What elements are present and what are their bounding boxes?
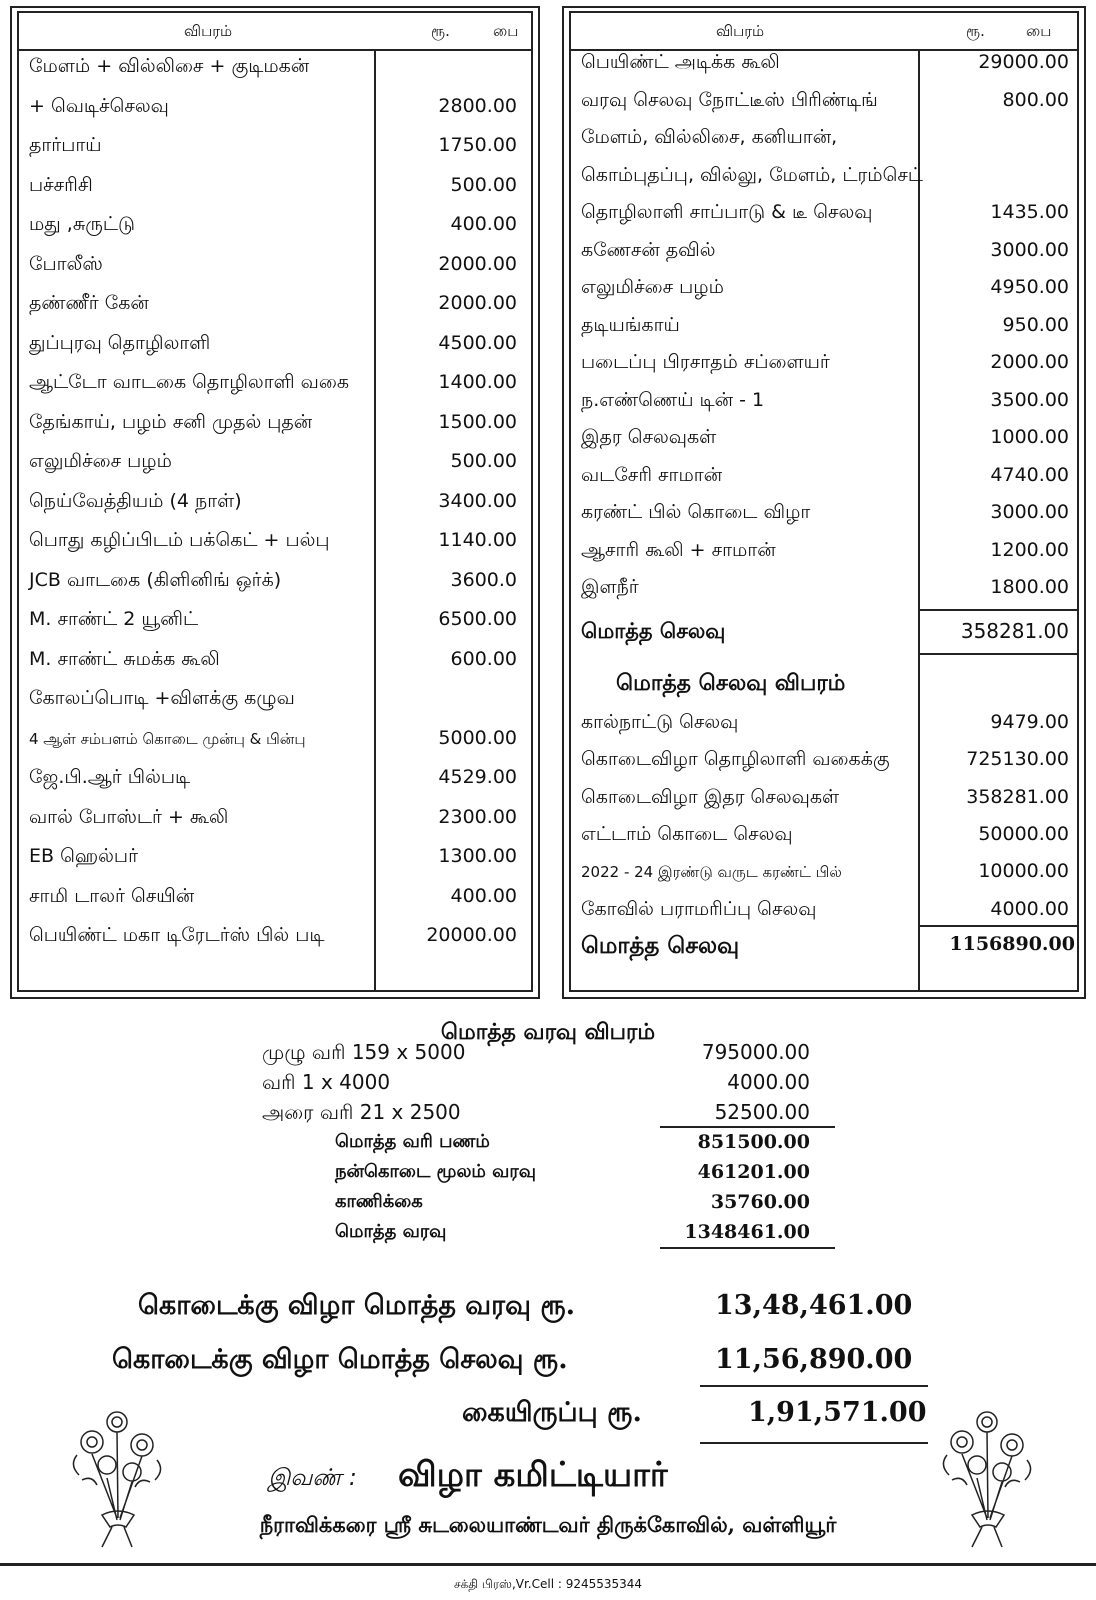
- row-amount: 3500.00: [990, 388, 1069, 411]
- row-label: எலுமிச்சை பழம்: [29, 450, 172, 472]
- income-total-amount: 851500.00: [697, 1131, 810, 1153]
- row-amount: 4500.00: [438, 331, 517, 354]
- row-amount: 400.00: [450, 884, 517, 907]
- row-label: M. சாண்ட் 2 யூனிட்: [29, 608, 199, 630]
- income-item-amount: 4000.00: [727, 1070, 810, 1094]
- press-credit: சக்தி பிரஸ்,Vr.Cell : 9245535344: [453, 1577, 643, 1591]
- row-label: எலுமிச்சை பழம்: [581, 276, 724, 298]
- row-amount: 3000.00: [990, 501, 1069, 523]
- row-label: கொடைவிழா தொழிலாளி வகைக்கு: [581, 748, 890, 771]
- row-label: 2022 - 24 இரண்டு வருட கரண்ட் பில்: [581, 863, 842, 882]
- row-label: கணேசன் தவில்: [581, 238, 716, 261]
- row-label: தொழிலாளி சாப்பாடு & டீ செலவு: [581, 201, 873, 223]
- row-amount: 1140.00: [438, 529, 517, 551]
- row-amount: 1500.00: [438, 410, 517, 433]
- header-rupees: ரூ.: [966, 22, 985, 40]
- row-label: கரண்ட் பில் கொடை விழா: [581, 501, 811, 523]
- income-title: மொத்த வரவு விபரம்: [440, 1020, 656, 1045]
- row-label: கொடைவிழா இதர செலவுகள்: [581, 785, 840, 808]
- header-paise: பை: [1026, 22, 1052, 40]
- row-label: பொது கழிப்பிடம் பக்கெட் + பல்பு: [29, 529, 330, 551]
- income-item-amount: 52500.00: [714, 1100, 810, 1124]
- subtotal-label: மொத்த செலவு: [581, 619, 726, 643]
- row-amount: 2300.00: [438, 805, 517, 828]
- balance-label: கையிருப்பு ரூ.: [462, 1397, 642, 1428]
- row-amount: 1400.00: [438, 371, 517, 393]
- income-line-2: [660, 1247, 835, 1249]
- row-label: கொம்புதப்பு, வில்லு, மேளம், ட்ரம்செட்: [581, 163, 924, 186]
- row-amount: 2000.00: [990, 351, 1069, 373]
- row-amount: 2000.00: [438, 252, 517, 275]
- balance-amount: 1,91,571.00: [748, 1397, 927, 1428]
- row-label: கோலப்பொடி +விளக்கு கழுவ: [29, 687, 295, 709]
- row-label: தடியங்காய்: [581, 313, 680, 336]
- signature-prefix: இவண் :: [268, 1465, 357, 1491]
- row-amount: 4000.00: [990, 897, 1069, 920]
- row-label: வரவு செலவு நோட்டீஸ் பிரிண்டிங்: [581, 88, 878, 111]
- row-label: பெயிண்ட் மகா டிரேடர்ஸ் பில் படி: [29, 924, 325, 946]
- row-amount: 800.00: [1002, 88, 1069, 111]
- row-amount: 3400.00: [438, 489, 517, 512]
- subtotal-amount: 358281.00: [960, 619, 1069, 643]
- row-amount: 2000.00: [438, 292, 517, 314]
- income-item-amount: 795000.00: [701, 1040, 810, 1064]
- grand-total-label: மொத்த செலவு: [581, 933, 740, 959]
- row-label: சாமி டாலர் செயின்: [29, 884, 195, 907]
- row-amount: 9479.00: [990, 711, 1069, 733]
- row-label: ஆசாரி கூலி + சாமான்: [581, 538, 776, 561]
- row-amount: 50000.00: [978, 822, 1069, 845]
- row-label: எட்டாம் கொடை செலவு: [581, 822, 793, 845]
- income-line-1: [660, 1126, 835, 1128]
- row-amount: 400.00: [450, 213, 517, 235]
- row-amount: 1750.00: [438, 134, 517, 156]
- row-amount: 4950.00: [990, 276, 1069, 298]
- final-expense-amount: 11,56,890.00: [715, 1344, 913, 1375]
- income-total-label: நன்கொடை மூலம் வரவு: [335, 1161, 536, 1182]
- income-total-label: காணிக்கை: [335, 1191, 423, 1212]
- row-amount: 950.00: [1002, 313, 1069, 336]
- row-label: தண்ணீர் கேன்: [29, 292, 149, 314]
- row-label: துப்புரவு தொழிலாளி: [29, 331, 211, 354]
- row-label: ஆட்டோ வாடகை தொழிலாளி வகை: [29, 371, 349, 393]
- row-amount: 4529.00: [438, 766, 517, 788]
- temple-name: நீராவிக்கரை ஸ்ரீ சுடலையாண்டவர் திருக்கோவில், வள்ளியூர்: [259, 1512, 837, 1537]
- row-label: மது ,சுருட்டு: [29, 213, 135, 235]
- income-total-amount: 461201.00: [697, 1161, 810, 1183]
- signature-name: விழா கமிட்டியார்: [398, 1455, 668, 1495]
- row-label: EB ஹெல்பர்: [29, 845, 138, 867]
- row-amount: 1200.00: [990, 538, 1069, 561]
- row-label: பெயிண்ட் அடிக்க கூலி: [581, 51, 780, 73]
- header-description: விபரம்: [184, 22, 233, 40]
- header-paise: பை: [493, 22, 519, 40]
- row-amount: 4740.00: [990, 463, 1069, 486]
- row-label: + வெடிச்செலவு: [29, 94, 169, 117]
- row-label: இளநீர்: [581, 576, 639, 598]
- header-rupees: ரூ.: [431, 22, 450, 40]
- summary-title: மொத்த செலவு விபரம்: [616, 671, 846, 696]
- income-item-label: அரை வரி 21 x 2500: [262, 1100, 461, 1124]
- row-amount: 1800.00: [990, 576, 1069, 598]
- row-label: ந.எண்ணெய் டின் - 1: [581, 388, 765, 411]
- row-label: JCB வாடகை (கிளினிங் ஒர்க்): [29, 568, 282, 591]
- row-amount: 600.00: [450, 647, 517, 670]
- income-total-amount: 1348461.00: [684, 1221, 810, 1243]
- row-label: மேளம், வில்லிசை, கனியான்,: [581, 126, 838, 148]
- final-income-label: கொடைக்கு விழா மொத்த வரவு ரூ.: [138, 1290, 576, 1321]
- row-label: போலீஸ்: [29, 252, 103, 275]
- row-amount: 20000.00: [426, 924, 517, 946]
- row-label: வடசேரி சாமான்: [581, 463, 723, 486]
- income-total-amount: 35760.00: [710, 1191, 810, 1213]
- row-label: கோவில் பராமரிப்பு செலவு: [581, 897, 817, 920]
- row-label: படைப்பு பிரசாதம் சப்ளையர்: [581, 351, 830, 373]
- income-total-label: மொத்த வரவு: [335, 1221, 447, 1242]
- row-label: ஜே.பி.ஆர் பில்படி: [29, 766, 191, 788]
- row-amount: 500.00: [450, 173, 517, 196]
- row-amount: 1300.00: [438, 845, 517, 867]
- row-label: மேளம் + வில்லிசை + குடிமகன்: [29, 55, 310, 77]
- row-amount: 2800.00: [438, 94, 517, 117]
- row-amount: 6500.00: [438, 608, 517, 630]
- row-label: கால்நாட்டு செலவு: [581, 711, 739, 733]
- row-label: 4 ஆள் சம்பளம் கொடை முன்பு & பின்பு: [29, 729, 306, 748]
- header-description: விபரம்: [716, 22, 765, 40]
- row-amount: 1000.00: [990, 426, 1069, 448]
- row-amount: 3600.0: [450, 568, 517, 591]
- row-amount: 3000.00: [990, 238, 1069, 261]
- income-item-label: வரி 1 x 4000: [262, 1070, 391, 1094]
- row-label: M. சாண்ட் சுமக்க கூலி: [29, 647, 220, 670]
- income-item-label: முழு வரி 159 x 5000: [262, 1040, 466, 1064]
- row-amount: 29000.00: [978, 51, 1069, 73]
- row-amount: 10000.00: [978, 860, 1069, 883]
- footer-divider: [0, 1563, 1096, 1566]
- row-amount: 500.00: [450, 450, 517, 472]
- income-total-label: மொத்த வரி பணம்: [335, 1131, 490, 1152]
- row-label: தார்பாய்: [29, 134, 102, 156]
- row-label: தேங்காய், பழம் சனி முதல் புதன்: [29, 410, 313, 433]
- row-amount: 725130.00: [966, 748, 1069, 771]
- row-amount: 1435.00: [990, 201, 1069, 223]
- row-label: வால் போஸ்டர் + கூலி: [29, 805, 229, 828]
- row-label: நெய்வேத்தியம் (4 நாள்): [29, 489, 242, 512]
- row-label: இதர செலவுகள்: [581, 426, 717, 448]
- row-amount: 5000.00: [438, 726, 517, 749]
- balance-bottom-line: [700, 1442, 928, 1444]
- row-amount: 358281.00: [966, 785, 1069, 808]
- final-expense-label: கொடைக்கு விழா மொத்த செலவு ரூ.: [112, 1344, 568, 1375]
- final-income-amount: 13,48,461.00: [715, 1290, 913, 1321]
- row-label: பச்சரிசி: [29, 173, 93, 196]
- grand-total-amount: 1156890.00: [949, 933, 1075, 955]
- balance-top-line: [700, 1385, 928, 1387]
